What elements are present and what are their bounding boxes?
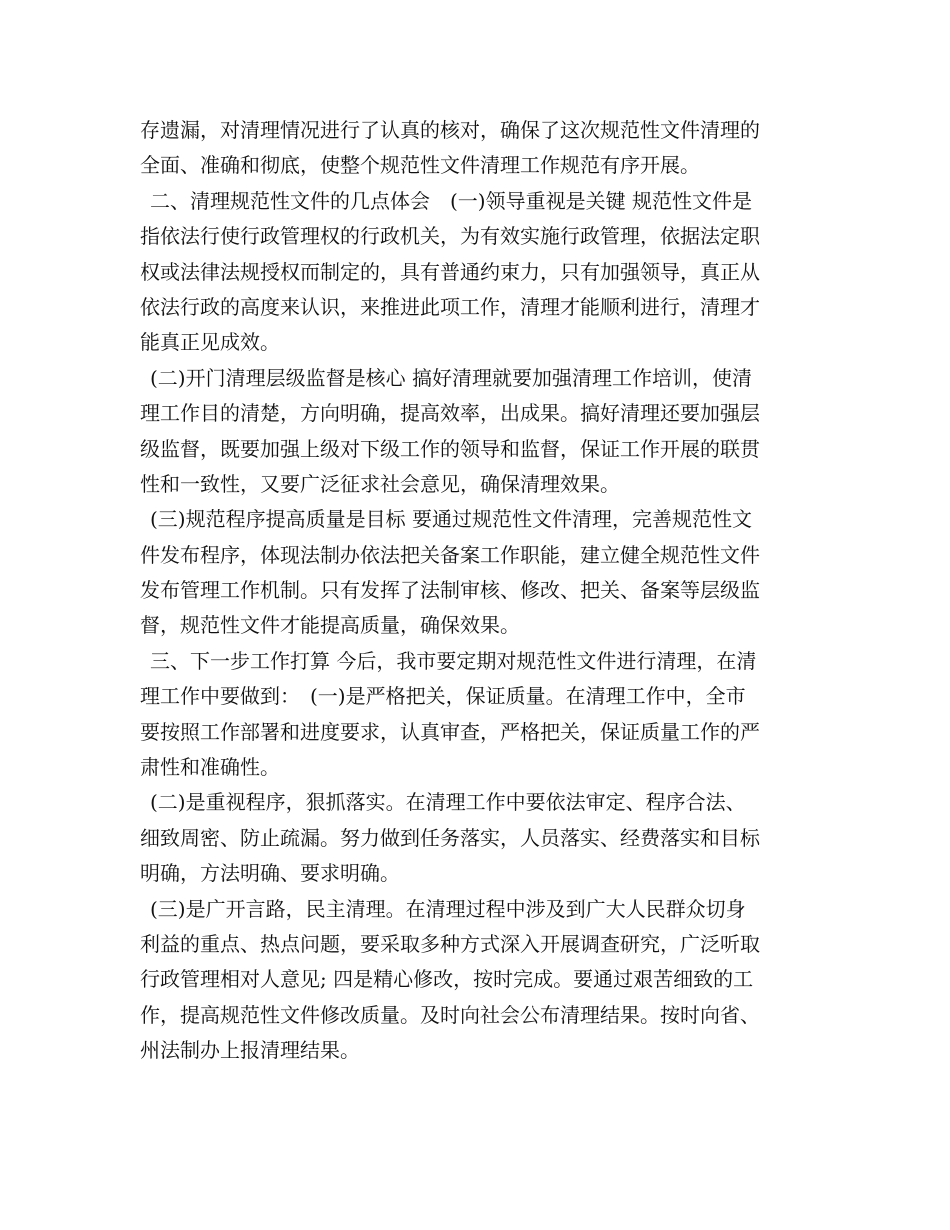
document-line: 作，提高规范性文件修改质量。及时向社会公布清理结果。按时向省、 — [140, 1002, 760, 1027]
document-line: 三、下一步工作打算 今后，我市要定期对规范性文件进行清理，在清 — [150, 648, 757, 673]
document-line: 权或法律法规授权而制定的，具有普通约束力，只有加强领导，真正从 — [140, 259, 760, 284]
document-line: 细致周密、防止疏漏。努力做到任务落实，人员落实、经费落实和目标 — [140, 825, 760, 850]
document-line: 理工作中要做到： (一)是严格把关，保证质量。在清理工作中，全市 — [140, 684, 746, 709]
document-line: 发布管理工作机制。只有发挥了法制审核、修改、把关、备案等层级监 — [140, 578, 760, 603]
document-line: 要按照工作部署和进度要求，认真审查，严格把关，保证质量工作的严 — [140, 719, 760, 744]
document-line: 肃性和准确性。 — [140, 755, 280, 780]
document-line: 指依法行使行政管理权的行政机关，为有效实施行政管理，依据法定职 — [140, 224, 760, 249]
document-line: 存遗漏，对清理情况进行了认真的核对，确保了这次规范性文件清理的 — [140, 118, 760, 142]
document-line: 能真正见成效。 — [140, 330, 280, 355]
document-line: 性和一致性，又要广泛征求社会意见，确保清理效果。 — [140, 471, 620, 496]
document-line: 全面、准确和彻底，使整个规范性文件清理工作规范有序开展。 — [140, 153, 700, 178]
document-line: 依法行政的高度来认识，来推进此项工作，清理才能顺利进行，清理才 — [140, 294, 760, 319]
document-line: (三)是广开言路，民主清理。在清理过程中涉及到广大人民群众切身 — [150, 896, 746, 921]
document-line: 件发布程序，体现法制办依法把关备案工作职能，建立健全规范性文件 — [140, 542, 760, 567]
document-line: 州法制办上报清理结果。 — [140, 1038, 360, 1063]
document-line: 明确，方法明确、要求明确。 — [140, 861, 400, 886]
document-line: (二)开门清理层级监督是核心 搞好清理就要加强清理工作培训，使清 — [150, 365, 752, 390]
document-body — [140, 113, 820, 1069]
document-line: (三)规范程序提高质量是目标 要通过规范性文件清理，完善规范性文 — [150, 507, 752, 532]
document-line: 督，规范性文件才能提高质量，确保效果。 — [140, 613, 520, 638]
document-line: (二)是重视程序，狠抓落实。在清理工作中要依法审定、程序合法、 — [150, 790, 746, 815]
document-line: 行政管理相对人意见; 四是精心修改，按时完成。要通过艰苦细致的工 — [140, 967, 754, 992]
document-line: 级监督，既要加强上级对下级工作的领导和监督，保证工作开展的联贯 — [140, 436, 760, 461]
document-line: 利益的重点、热点问题，要采取多种方式深入开展调查研究，广泛听取 — [140, 931, 760, 956]
document-line: 二、清理规范性文件的几点体会 (一)领导重视是关键 规范性文件是 — [150, 188, 752, 213]
document-line: 理工作目的清楚，方向明确，提高效率，出成果。搞好清理还要加强层 — [140, 401, 760, 426]
